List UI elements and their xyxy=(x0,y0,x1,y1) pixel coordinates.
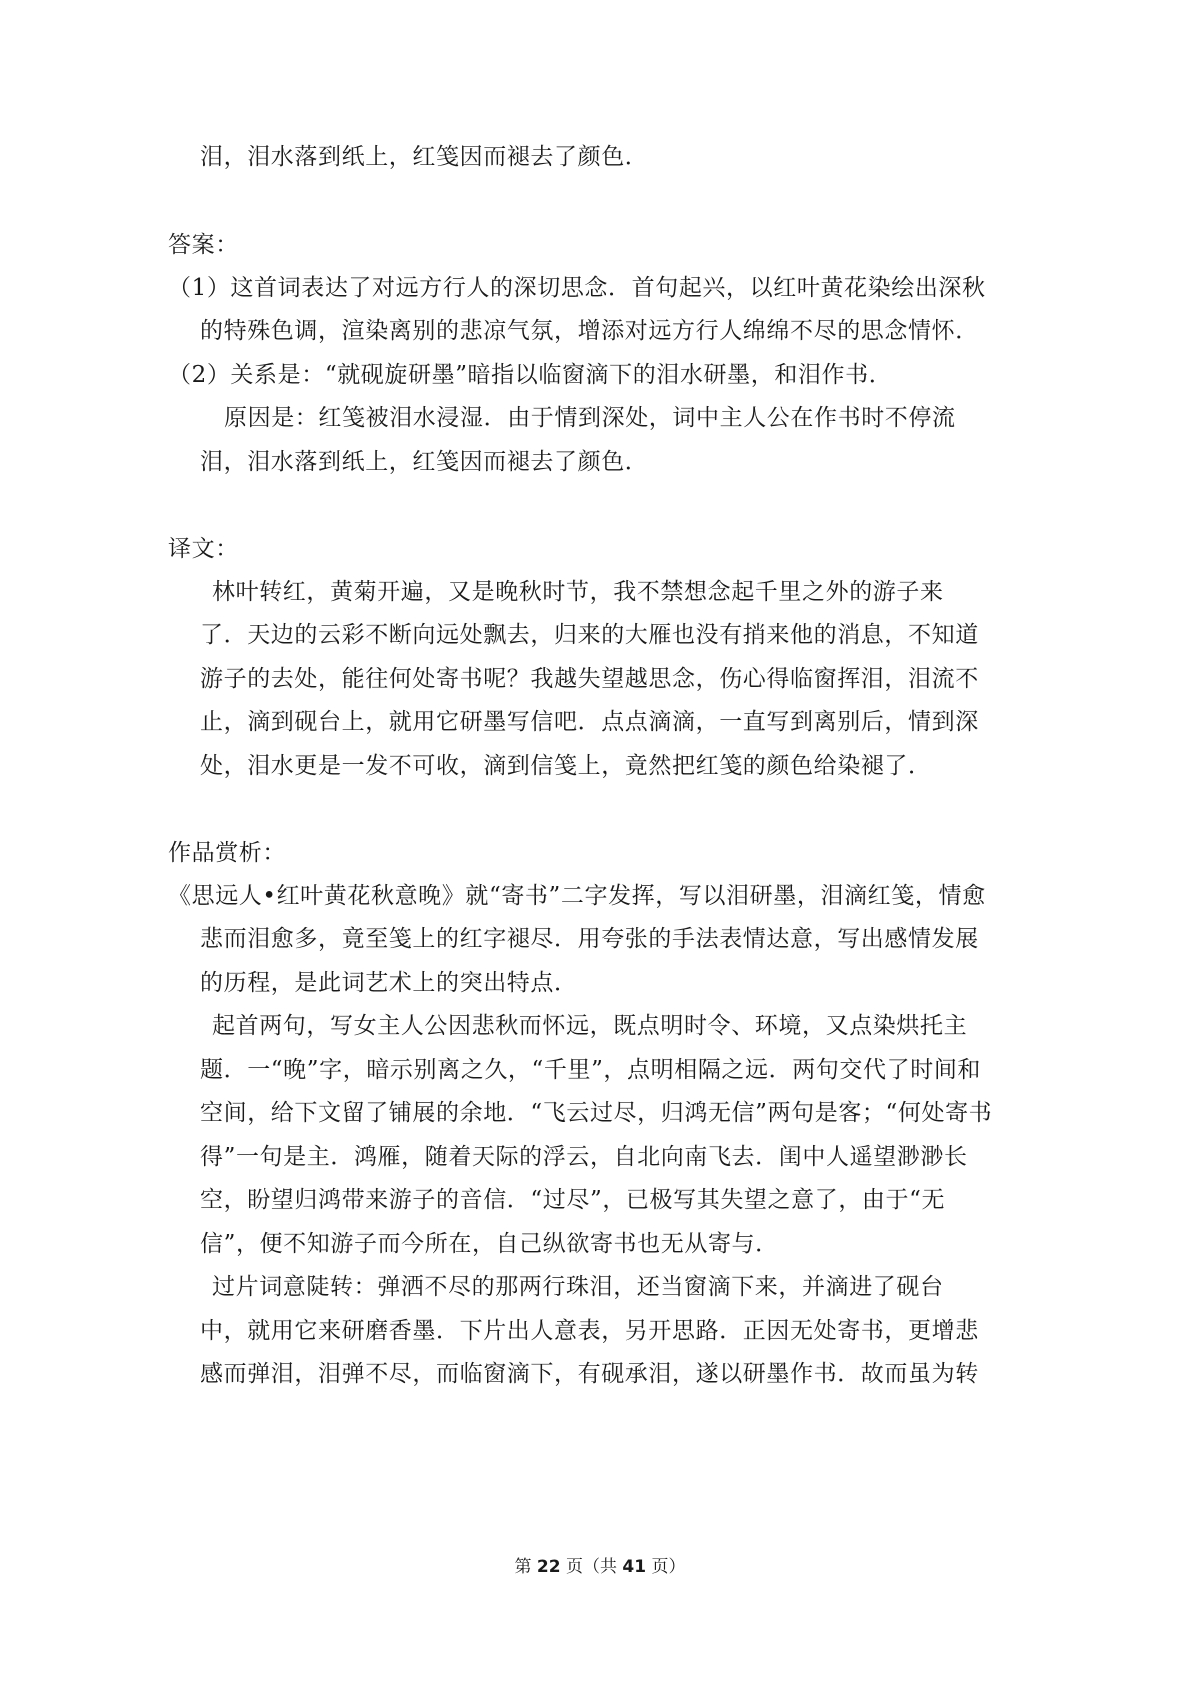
footer-middle: 页（共 xyxy=(566,1557,617,1577)
footer-total-pages: 41 xyxy=(622,1557,647,1577)
translation-line: 了．天边的云彩不断向远处飘去，归来的大雁也没有捎来他的消息，不知道 xyxy=(200,622,979,648)
footer-prefix: 第 xyxy=(514,1557,532,1577)
appreciation-line: 过片词意陡转：弹洒不尽的那两行珠泪，还当窗滴下来，并滴进了砚台 xyxy=(212,1274,944,1300)
appreciation-line: 空，盼望归鸿带来游子的音信．“过尽”，已极写其失望之意了，由于“无 xyxy=(200,1187,946,1213)
translation-heading: 译文： xyxy=(168,536,239,562)
appreciation-line: 空间，给下文留了铺展的余地．“飞云过尽，归鸿无信”两句是客；“何处寄书 xyxy=(200,1100,993,1126)
appreciation-line: 感而弹泪，泪弹不尽，而临窗滴下，有砚承泪，遂以研墨作书．故而虽为转 xyxy=(200,1361,979,1387)
text-line: 泪，泪水落到纸上，红笺因而褪去了颜色． xyxy=(200,144,649,170)
appreciation-line: 中，就用它来研磨香墨．下片出人意表，另开思路．正因无处寄书，更增悲 xyxy=(200,1318,979,1344)
translation-line: 林叶转红，黄菊开遍，又是晚秋时节，我不禁想念起千里之外的游子来 xyxy=(212,579,944,605)
page-footer xyxy=(0,1556,1200,1578)
appreciation-line: 起首两句，写女主人公因悲秋而怀远，既点明时令、环境，又点染烘托主 xyxy=(212,1013,968,1039)
answer-q1-line: （1）这首词表达了对远方行人的深切思念．首句起兴，以红叶黄花染绘出深秋 xyxy=(168,275,986,301)
answer-q2-line: （2）关系是：“就砚旋研墨”暗指以临窗滴下的泪水研墨，和泪作书． xyxy=(168,362,893,388)
appreciation-line: 的历程，是此词艺术上的突出特点． xyxy=(200,970,578,996)
translation-line: 处，泪水更是一发不可收，滴到信笺上，竟然把红笺的颜色给染褪了． xyxy=(200,753,932,779)
appreciation-line: 信”，便不知游子而今所在，自己纵欲寄书也无从寄与． xyxy=(200,1231,779,1257)
answer-q1-line: 的特殊色调，渲染离别的悲凉气氛，增添对远方行人绵绵不尽的思念情怀． xyxy=(200,318,979,344)
appreciation-line: 悲而泪愈多，竟至笺上的红字褪尽．用夸张的手法表情达意，写出感情发展 xyxy=(200,926,979,952)
appreciation-line: 题．一“晚”字，暗示别离之久，“千里”，点明相隔之远．两句交代了时间和 xyxy=(200,1057,982,1083)
appreciation-heading: 作品赏析： xyxy=(168,840,286,866)
footer-page-number: 22 xyxy=(536,1557,561,1577)
footer-suffix: 页） xyxy=(651,1557,686,1577)
answer-q2-line: 原因是：红笺被泪水浸湿．由于情到深处，词中主人公在作书时不停流 xyxy=(224,405,956,431)
translation-line: 止，滴到砚台上，就用它研墨写信吧．点点滴滴，一直写到离别后，情到深 xyxy=(200,709,979,735)
appreciation-line: 《思远人•红叶黄花秋意晚》就“寄书”二字发挥，写以泪研墨，泪滴红笺，情愈 xyxy=(168,883,986,909)
answer-heading: 答案： xyxy=(168,232,239,258)
answer-q2-line: 泪，泪水落到纸上，红笺因而褪去了颜色． xyxy=(200,449,649,475)
translation-line: 游子的去处，能往何处寄书呢？我越失望越思念，伤心得临窗挥泪，泪流不 xyxy=(200,666,979,692)
appreciation-line: 得”一句是主．鸿雁，随着天际的浮云，自北向南飞去．闺中人遥望渺渺长 xyxy=(200,1144,968,1170)
